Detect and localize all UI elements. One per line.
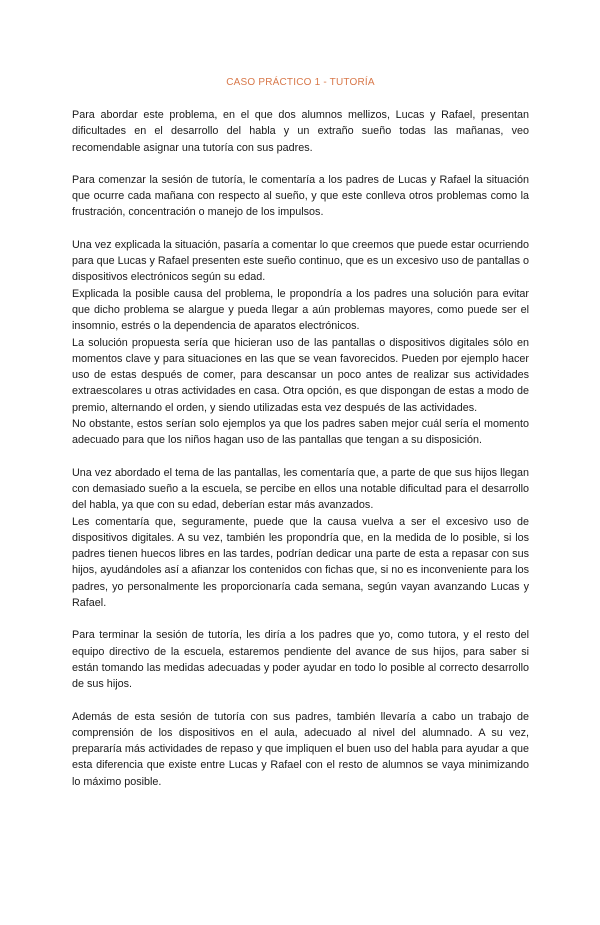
paragraph-devices: Les comentaría que, seguramente, puede que la causa vuelva a ser el excesivo uso de dispositivos digitales. A su vez, también les propondría que, en la medida de lo posible, si los padres tienen huecos libres en las tardes, podrían dedicar una parte de esta a repasar con sus hijos, ayudándoles así a afianzar los contenidos con fichas que, si no es inconveniente para los padres, yo personalmente les proporcionaría cada semana, según vayan avanzando Lucas y Rafael. [72, 515, 529, 610]
paragraph-explanation: Una vez explicada la situación, pasaría a comentar lo que creemos que puede estar ocurriendo para que Lucas y Rafael presenten este sueño continuo, que es un excesivo uso de pantallas o dispositivos electrónicos según su edad. [72, 238, 529, 284]
paragraph-session-start: Para comenzar la sesión de tutoría, le comentaría a los padres de Lucas y Rafael la situación que ocurre cada mañana con respecto al sueño, y que este conlleva otros problemas como la frustración, concentración o manejo de los impulsos. [72, 173, 529, 219]
document-title: CASO PRÁCTICO 1 - TUTORÍA [226, 77, 375, 88]
paragraph-additional: Además de esta sesión de tutoría con sus padres, también llevaría a cabo un trabajo de comprensión de los dispositivos en el aula, adecuado al nivel del alumnado. A su vez, prepararía más actividades de repaso y que impliquen el buen uso del habla para ayudar a que esta diferencia que existe entre Lucas y Rafael con el resto de alumnos se vaya minimizando lo máximo posible. [72, 710, 529, 788]
paragraph-intro: Para abordar este problema, en el que dos alumnos mellizos, Lucas y Rafael, presentan dificultades en el desarrollo del habla y un extraño sueño todas las mañanas, veo recomendable asignar una tutoría con sus padres. [72, 109, 529, 154]
paragraph-solution: La solución propuesta sería que hicieran uso de las pantallas o dispositivos digitales sólo en momentos clave y para situaciones en las que se vean favorecidos. Pueden por ejemplo hacer uso de estas después de comer, para descansar un poco antes de realizar sus actividades extraescolares u otras actividades en casa. Otra opción, es que dispongan de estas a modo de premio, alternando el orden, y siendo utilizadas esta vez después de las actividades. [72, 336, 529, 414]
paragraph-closing: Para terminar la sesión de tutoría, les diría a los padres que yo, como tutora, y el resto del equipo directivo de la escuela, estaremos pendiente del avance de sus hijos, para saber si están tomando las medidas adecuadas y poder ayudar en todo lo posible al correcto desarrollo de sus hijos. [72, 629, 529, 691]
paragraph-examples: No obstante, estos serían solo ejemplos ya que los padres saben mejor cuál sería el momento adecuado para que los niños hagan uso de las pantallas que tengan a su disposición. [72, 418, 529, 447]
document-page [0, 77, 600, 925]
paragraph-speech: Una vez abordado el tema de las pantallas, les comentaría que, a parte de que sus hijos llegan con demasiado sueño a la escuela, se percibe en ellos una notable dificultad para el desarrollo del habla, ya que con su edad, deberían estar más avanzados. [72, 466, 529, 512]
paragraph-cause: Explicada la posible causa del problema, le propondría a los padres una solución para evitar que dicho problema se alargue y pueda llegar a aún problemas mayores, como puede ser el insomnio, estrés o la dependencia de aparatos electrónicos. [72, 287, 529, 333]
